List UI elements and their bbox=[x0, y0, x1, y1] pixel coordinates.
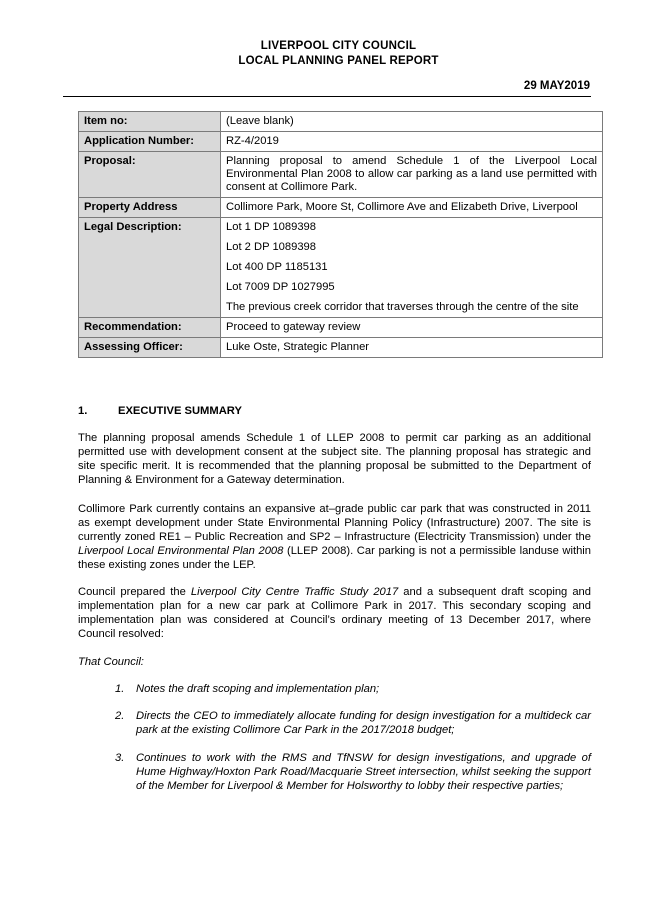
proposal-value: Planning proposal to amend Schedule 1 of the Liverpool Local Environmental Plan 2008 to allow car parking as a land use permitted with consent at Collimore Park. bbox=[221, 152, 603, 198]
table-row bbox=[79, 132, 603, 152]
list-item bbox=[115, 683, 591, 697]
list-item bbox=[115, 710, 591, 738]
list-item bbox=[115, 752, 591, 794]
zoning-paragraph bbox=[78, 503, 591, 573]
table-row bbox=[79, 338, 603, 358]
legal-description-value bbox=[221, 218, 603, 318]
legal-line: Lot 1 DP 1089398 bbox=[226, 221, 316, 233]
legal-line: Lot 400 DP 1185131 bbox=[226, 261, 328, 273]
plan-title: Liverpool Local Environmental Plan 2008 bbox=[78, 544, 284, 557]
paragraph-text: and a subsequent draft scoping and implementation plan for a new car park at Collimore Park in 2017. This secondary scoping and implementation plan was considered at Council’s ordinary meeting of 13 December 2017, where Council resolved: bbox=[78, 586, 591, 640]
report-date: 29 MAY2019 bbox=[523, 80, 590, 92]
traffic-study-paragraph bbox=[78, 586, 591, 642]
application-number-label: Application Number: bbox=[79, 132, 221, 152]
section-title: EXECUTIVE SUMMARY bbox=[118, 405, 242, 417]
legal-line: Lot 7009 DP 1027995 bbox=[226, 281, 335, 293]
summary-paragraph: The planning proposal amends Schedule 1 of LLEP 2008 to permit car parking as an additional permitted use with development consent at the subject site. The planning proposal has strategic and site specific merit. It is recommended that the planning proposal be submitted to the Department of Planning & Environment for a Gateway determination. bbox=[78, 432, 591, 486]
report-title: LOCAL PLANNING PANEL REPORT bbox=[238, 55, 439, 67]
study-title: Liverpool City Centre Traffic Study 2017 bbox=[190, 586, 399, 598]
list-number: 3. bbox=[115, 752, 125, 764]
assessing-officer-value: Luke Oste, Strategic Planner bbox=[221, 338, 603, 358]
header-rule bbox=[63, 96, 591, 97]
list-number: 2. bbox=[115, 710, 125, 722]
table-row bbox=[79, 152, 603, 198]
recommendation-value: Proceed to gateway review bbox=[221, 318, 603, 338]
paragraph-text: (LLEP 2008). Car parking is not a permissible landuse within these existing zones under the LEP. bbox=[78, 544, 591, 571]
property-address-label: Property Address bbox=[79, 198, 221, 218]
table-row bbox=[79, 318, 603, 338]
list-text: Directs the CEO to immediately allocate funding for design investigation for a multideck car park at the existing Collimore Car Park in the 2017/2018 budget; bbox=[136, 710, 591, 736]
assessing-officer-label: Assessing Officer: bbox=[79, 338, 221, 358]
resolution-intro: That Council: bbox=[78, 656, 144, 668]
list-text: Continues to work with the RMS and TfNSW for design investigations, and upgrade of Hume Highway/Hoxton Park Road/Macquarie Street intersection, whilst seeking the support of the Member for Liverpool & Member for Holsworthy to lobby their respective parties; bbox=[136, 752, 591, 792]
application-number-value: RZ-4/2019 bbox=[221, 132, 603, 152]
table-row bbox=[79, 112, 603, 132]
council-name: LIVERPOOL CITY COUNCIL bbox=[260, 40, 417, 52]
paragraph-text: Council prepared the bbox=[78, 586, 191, 598]
recommendation-label: Recommendation: bbox=[79, 318, 221, 338]
item-no-label: Item no: bbox=[79, 112, 221, 132]
section-number: 1. bbox=[78, 405, 88, 417]
list-text: Notes the draft scoping and implementation plan; bbox=[136, 683, 380, 695]
application-info-table bbox=[78, 111, 603, 358]
property-address-value: Collimore Park, Moore St, Collimore Ave and Elizabeth Drive, Liverpool bbox=[221, 198, 603, 218]
table-row bbox=[79, 218, 603, 318]
item-no-value: (Leave blank) bbox=[221, 112, 603, 132]
section-heading bbox=[78, 405, 242, 417]
table-row bbox=[79, 198, 603, 218]
legal-line: Lot 2 DP 1089398 bbox=[226, 241, 316, 253]
paragraph-text: Collimore Park currently contains an expansive at–grade public car park that was constructed in 2011 as exempt development under State Environmental Planning Policy (Infrastructure) 2007. The site is currently zoned RE1 – Public Recreation and SP2 – Infrastructure (Electricity Transmission) under the bbox=[78, 503, 591, 543]
proposal-label: Proposal: bbox=[79, 152, 221, 198]
list-number: 1. bbox=[115, 683, 125, 695]
legal-description-label: Legal Description: bbox=[79, 218, 221, 318]
legal-line: The previous creek corridor that traverses through the centre of the site bbox=[226, 301, 579, 313]
